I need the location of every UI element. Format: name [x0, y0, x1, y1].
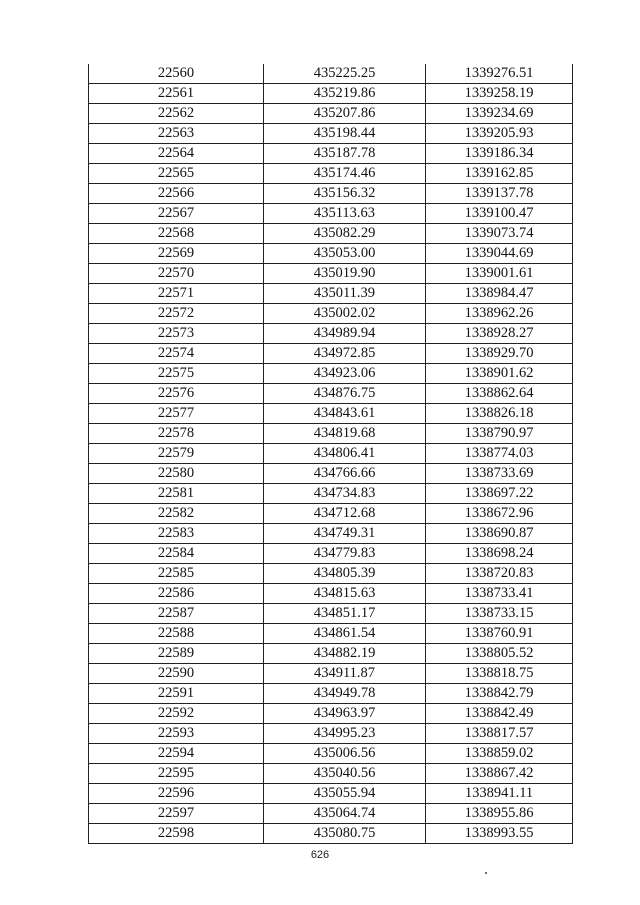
- x-coordinate-cell: 434949.78: [264, 684, 426, 704]
- table-row: [89, 484, 573, 504]
- y-coordinate-cell: 1338733.41: [426, 584, 573, 604]
- x-coordinate-cell: 434963.97: [264, 704, 426, 724]
- y-coordinate-cell: 1338993.55: [426, 824, 573, 844]
- table-row: [89, 584, 573, 604]
- point-number-cell: 22585: [89, 564, 264, 584]
- point-number-cell: 22592: [89, 704, 264, 724]
- y-coordinate-cell: 1339044.69: [426, 244, 573, 264]
- table-row: [89, 664, 573, 684]
- x-coordinate-cell: 435225.25: [264, 64, 426, 84]
- y-coordinate-cell: 1339137.78: [426, 184, 573, 204]
- x-coordinate-cell: 435040.56: [264, 764, 426, 784]
- table-row: [89, 744, 573, 764]
- table-row: [89, 144, 573, 164]
- x-coordinate-cell: 434882.19: [264, 644, 426, 664]
- x-coordinate-cell: 435219.86: [264, 84, 426, 104]
- point-number-cell: 22596: [89, 784, 264, 804]
- y-coordinate-cell: 1338817.57: [426, 724, 573, 744]
- table-body: [89, 64, 573, 844]
- coordinates-table-container: [88, 64, 572, 844]
- table-row: [89, 684, 573, 704]
- point-number-cell: 22583: [89, 524, 264, 544]
- table-row: [89, 324, 573, 344]
- point-number-cell: 22595: [89, 764, 264, 784]
- y-coordinate-cell: 1338760.91: [426, 624, 573, 644]
- x-coordinate-cell: 435064.74: [264, 804, 426, 824]
- point-number-cell: 22564: [89, 144, 264, 164]
- y-coordinate-cell: 1338818.75: [426, 664, 573, 684]
- table-row: [89, 784, 573, 804]
- table-row: [89, 624, 573, 644]
- table-row: [89, 164, 573, 184]
- table-row: [89, 404, 573, 424]
- y-coordinate-cell: 1338733.69: [426, 464, 573, 484]
- point-number-cell: 22578: [89, 424, 264, 444]
- table-row: [89, 824, 573, 844]
- point-number-cell: 22589: [89, 644, 264, 664]
- x-coordinate-cell: 434989.94: [264, 324, 426, 344]
- y-coordinate-cell: 1338697.22: [426, 484, 573, 504]
- y-coordinate-cell: 1338826.18: [426, 404, 573, 424]
- x-coordinate-cell: 434734.83: [264, 484, 426, 504]
- point-number-cell: 22575: [89, 364, 264, 384]
- x-coordinate-cell: 434766.66: [264, 464, 426, 484]
- x-coordinate-cell: 434805.39: [264, 564, 426, 584]
- y-coordinate-cell: 1338859.02: [426, 744, 573, 764]
- y-coordinate-cell: 1338774.03: [426, 444, 573, 464]
- table-row: [89, 224, 573, 244]
- x-coordinate-cell: 435207.86: [264, 104, 426, 124]
- point-number-cell: 22588: [89, 624, 264, 644]
- table-row: [89, 184, 573, 204]
- table-row: [89, 544, 573, 564]
- x-coordinate-cell: 435006.56: [264, 744, 426, 764]
- x-coordinate-cell: 435156.32: [264, 184, 426, 204]
- y-coordinate-cell: 1338962.26: [426, 304, 573, 324]
- point-number-cell: 22562: [89, 104, 264, 124]
- point-number-cell: 22587: [89, 604, 264, 624]
- x-coordinate-cell: 434843.61: [264, 404, 426, 424]
- y-coordinate-cell: 1338867.42: [426, 764, 573, 784]
- y-coordinate-cell: 1339234.69: [426, 104, 573, 124]
- point-number-cell: 22569: [89, 244, 264, 264]
- point-number-cell: 22563: [89, 124, 264, 144]
- table-row: [89, 424, 573, 444]
- y-coordinate-cell: 1339258.19: [426, 84, 573, 104]
- point-number-cell: 22566: [89, 184, 264, 204]
- coordinates-table: [88, 64, 573, 844]
- x-coordinate-cell: 435080.75: [264, 824, 426, 844]
- point-number-cell: 22598: [89, 824, 264, 844]
- point-number-cell: 22580: [89, 464, 264, 484]
- table-row: [89, 564, 573, 584]
- y-coordinate-cell: 1338672.96: [426, 504, 573, 524]
- x-coordinate-cell: 434923.06: [264, 364, 426, 384]
- x-coordinate-cell: 435187.78: [264, 144, 426, 164]
- point-number-cell: 22581: [89, 484, 264, 504]
- table-row: [89, 604, 573, 624]
- point-number-cell: 22574: [89, 344, 264, 364]
- point-number-cell: 22565: [89, 164, 264, 184]
- point-number-cell: 22571: [89, 284, 264, 304]
- point-number-cell: 22568: [89, 224, 264, 244]
- table-row: [89, 264, 573, 284]
- y-coordinate-cell: 1339162.85: [426, 164, 573, 184]
- y-coordinate-cell: 1338955.86: [426, 804, 573, 824]
- table-row: [89, 724, 573, 744]
- scan-speck: [485, 872, 487, 874]
- table-row: [89, 804, 573, 824]
- x-coordinate-cell: 434712.68: [264, 504, 426, 524]
- x-coordinate-cell: 434876.75: [264, 384, 426, 404]
- table-row: [89, 304, 573, 324]
- table-row: [89, 504, 573, 524]
- x-coordinate-cell: 435053.00: [264, 244, 426, 264]
- point-number-cell: 22591: [89, 684, 264, 704]
- table-row: [89, 124, 573, 144]
- point-number-cell: 22586: [89, 584, 264, 604]
- point-number-cell: 22594: [89, 744, 264, 764]
- x-coordinate-cell: 435055.94: [264, 784, 426, 804]
- table-row: [89, 244, 573, 264]
- x-coordinate-cell: 435082.29: [264, 224, 426, 244]
- x-coordinate-cell: 434911.87: [264, 664, 426, 684]
- point-number-cell: 22572: [89, 304, 264, 324]
- x-coordinate-cell: 434815.63: [264, 584, 426, 604]
- point-number-cell: 22573: [89, 324, 264, 344]
- table-row: [89, 524, 573, 544]
- point-number-cell: 22593: [89, 724, 264, 744]
- point-number-cell: 22579: [89, 444, 264, 464]
- point-number-cell: 22577: [89, 404, 264, 424]
- table-row: [89, 764, 573, 784]
- table-row: [89, 704, 573, 724]
- page-number: 626: [310, 849, 330, 861]
- table-row: [89, 204, 573, 224]
- table-row: [89, 104, 573, 124]
- x-coordinate-cell: 435002.02: [264, 304, 426, 324]
- x-coordinate-cell: 434779.83: [264, 544, 426, 564]
- point-number-cell: 22582: [89, 504, 264, 524]
- point-number-cell: 22567: [89, 204, 264, 224]
- point-number-cell: 22561: [89, 84, 264, 104]
- y-coordinate-cell: 1338941.11: [426, 784, 573, 804]
- x-coordinate-cell: 434995.23: [264, 724, 426, 744]
- point-number-cell: 22597: [89, 804, 264, 824]
- point-number-cell: 22590: [89, 664, 264, 684]
- point-number-cell: 22576: [89, 384, 264, 404]
- table-row: [89, 384, 573, 404]
- y-coordinate-cell: 1339001.61: [426, 264, 573, 284]
- x-coordinate-cell: 435113.63: [264, 204, 426, 224]
- x-coordinate-cell: 435198.44: [264, 124, 426, 144]
- point-number-cell: 22560: [89, 64, 264, 84]
- y-coordinate-cell: 1338720.83: [426, 564, 573, 584]
- y-coordinate-cell: 1338928.27: [426, 324, 573, 344]
- y-coordinate-cell: 1338984.47: [426, 284, 573, 304]
- table-row: [89, 84, 573, 104]
- y-coordinate-cell: 1338842.49: [426, 704, 573, 724]
- table-row: [89, 444, 573, 464]
- table-row: [89, 644, 573, 664]
- x-coordinate-cell: 434861.54: [264, 624, 426, 644]
- y-coordinate-cell: 1338805.52: [426, 644, 573, 664]
- y-coordinate-cell: 1338862.64: [426, 384, 573, 404]
- y-coordinate-cell: 1338929.70: [426, 344, 573, 364]
- y-coordinate-cell: 1339276.51: [426, 64, 573, 84]
- table-row: [89, 284, 573, 304]
- y-coordinate-cell: 1338842.79: [426, 684, 573, 704]
- y-coordinate-cell: 1338733.15: [426, 604, 573, 624]
- table-row: [89, 364, 573, 384]
- x-coordinate-cell: 434806.41: [264, 444, 426, 464]
- x-coordinate-cell: 434749.31: [264, 524, 426, 544]
- point-number-cell: 22570: [89, 264, 264, 284]
- y-coordinate-cell: 1338901.62: [426, 364, 573, 384]
- x-coordinate-cell: 435174.46: [264, 164, 426, 184]
- y-coordinate-cell: 1339186.34: [426, 144, 573, 164]
- table-row: [89, 464, 573, 484]
- y-coordinate-cell: 1339205.93: [426, 124, 573, 144]
- x-coordinate-cell: 434972.85: [264, 344, 426, 364]
- x-coordinate-cell: 435019.90: [264, 264, 426, 284]
- y-coordinate-cell: 1338698.24: [426, 544, 573, 564]
- y-coordinate-cell: 1338790.97: [426, 424, 573, 444]
- y-coordinate-cell: 1338690.87: [426, 524, 573, 544]
- y-coordinate-cell: 1339073.74: [426, 224, 573, 244]
- x-coordinate-cell: 434851.17: [264, 604, 426, 624]
- table-row: [89, 64, 573, 84]
- x-coordinate-cell: 435011.39: [264, 284, 426, 304]
- x-coordinate-cell: 434819.68: [264, 424, 426, 444]
- y-coordinate-cell: 1339100.47: [426, 204, 573, 224]
- table-row: [89, 344, 573, 364]
- point-number-cell: 22584: [89, 544, 264, 564]
